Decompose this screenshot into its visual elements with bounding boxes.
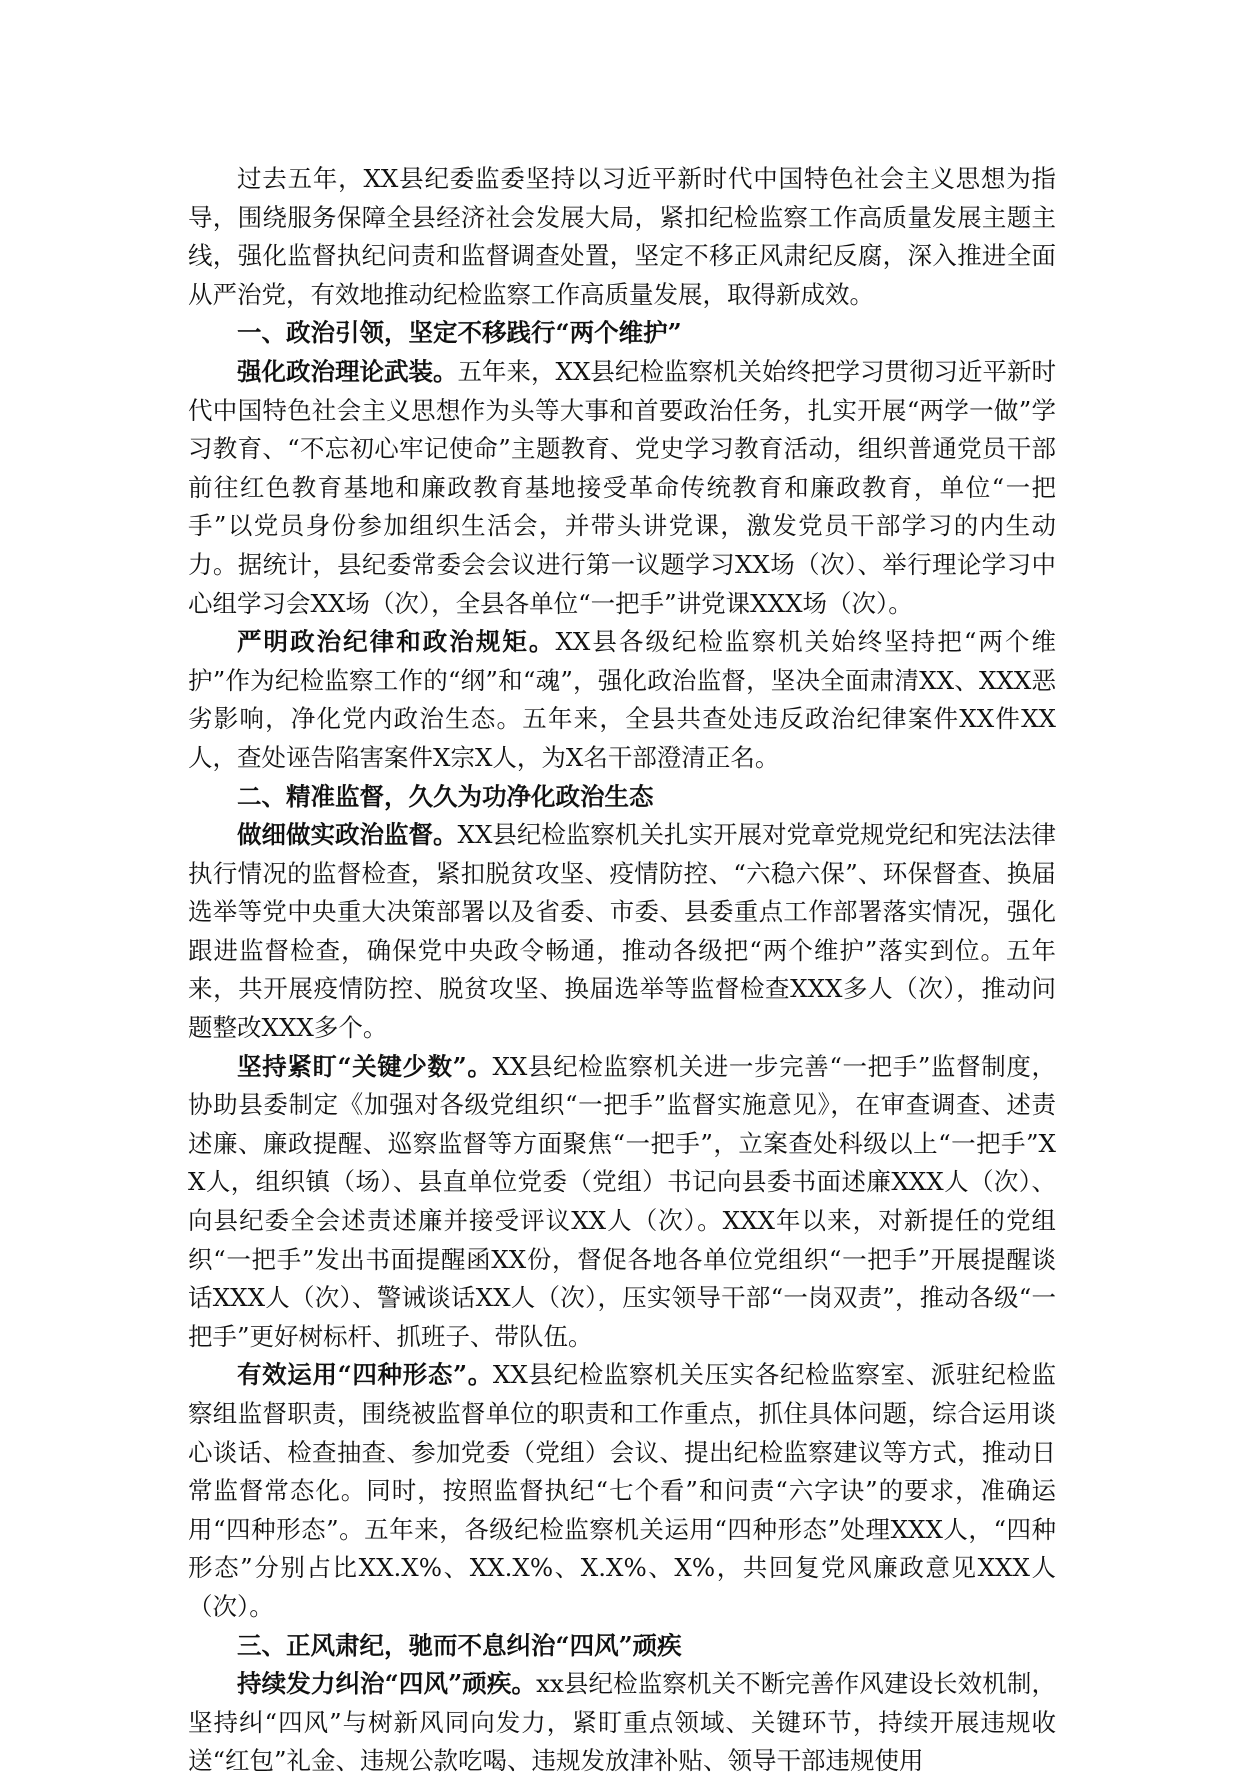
paragraph-lead: 持续发力纠治“四风”顽疾。	[237, 1669, 537, 1699]
body-paragraph	[188, 623, 1056, 777]
body-paragraph	[188, 1048, 1056, 1357]
paragraph-lead: 严明政治纪律和政治规矩。	[237, 627, 556, 657]
paragraph-text: 五年来，XX县纪检监察机关始终把学习贯彻习近平新时代中国特色社会主义思想作为头等大事和首要政治任务，扎实开展“两学一做”学习教育、“不忘初心牢记使命”主题教育、党史学习教育活动，组织普通党员干部前往红色教育基地和廉政教育基地接受革命传统教育和廉政教育，单位“一把手”以党员身份参加组织生活会，并带头讲党课，激发党员干部学习的内生动力。据统计，县纪委常委会会议进行第一议题学习XX场（次）、举行理论学习中心组学习会XX场（次），全县各单位“一把手”讲党课XXX场（次）。	[188, 356, 1056, 618]
section-heading-2: 二、精准监督，久久为功净化政治生态	[237, 781, 654, 811]
paragraph-lead: 强化政治理论武装。	[237, 356, 458, 386]
body-paragraph	[188, 1665, 1056, 1781]
paragraph-lead: 做细做实政治监督。	[237, 820, 458, 850]
paragraph-lead: 有效运用“四种形态”。	[237, 1360, 493, 1390]
paragraph-lead: 坚持紧盯“关键少数”。	[237, 1051, 493, 1081]
intro-paragraph: 过去五年，XX县纪委监委坚持以习近平新时代中国特色社会主义思想为指导，围绕服务保障全县经济社会发展大局，紧扣纪检监察工作高质量发展主题主线，强化监督执纪问责和监督调查处置，坚定不移正风肃纪反腐，深入推进全面从严治党，有效地推动纪检监察工作高质量发展，取得新成效。	[188, 164, 1056, 309]
paragraph-text: xx县纪检监察机关不断完善作风建设长效机制，坚持纠“四风”与树新风同向发力，紧盯重点领域、关键环节，持续开展违规收送“红包”礼金、违规公款吃喝、违规发放津补贴、领导干部违规使用	[188, 1669, 1056, 1776]
paragraph-text: XX县纪检监察机关扎实开展对党章党规党纪和宪法法律执行情况的监督检查，紧扣脱贫攻坚、疫情防控、“六稳六保”、环保督查、换届选举等党中央重大决策部署以及省委、市委、县委重点工作部署落实情况，强化跟进监督检查，确保党中央政令畅通，推动各级把“两个维护”落实到位。五年来，共开展疫情防控、脱贫攻坚、换届选举等监督检查XXX多人（次），推动问题整改XXX多个。	[188, 820, 1056, 1043]
paragraph-text: XX县各级纪检监察机关始终坚持把“两个维护”作为纪检监察工作的“纲”和“魂”，强化政治监督，坚决全面肃清XX、XXX恶劣影响，净化党内政治生态。五年来，全县共查处违反政治纪律案件XX件XX人，查处诬告陷害案件X宗X人，为X名干部澄清正名。	[188, 627, 1056, 772]
section-heading-1: 一、政治引领，坚定不移践行“两个维护”	[237, 318, 682, 348]
paragraph-text: XX县纪检监察机关进一步完善“一把手”监督制度，协助县委制定《加强对各级党组织“一把手”监督实施意见》，在审查调查、述责述廉、廉政提醒、巡察监督等方面聚焦“一把手”，立案查处科级以上“一把手”XX人，组织镇（场）、县直单位党委（党组）书记向县委书面述廉XXX人（次）、向县纪委全会述责述廉并接受评议XX人（次）。XXX年以来，对新提任的党组织“一把手”发出书面提醒函XX份，督促各地各单位党组织“一把手”开展提醒谈话XXX人（次）、警诫谈话XX人（次），压实领导干部“一岗双责”，推动各级“一把手”更好树标杆、抓班子、带队伍。	[188, 1051, 1056, 1351]
section-heading-3: 三、正风肃纪，驰而不息纠治“四风”顽疾	[237, 1630, 682, 1660]
body-paragraph	[188, 353, 1056, 623]
paragraph-text: XX县纪检监察机关压实各纪检监察室、派驻纪检监察组监督职责，围绕被监督单位的职责和工作重点，抓住具体问题，综合运用谈心谈话、检查抽查、参加党委（党组）会议、提出纪检监察建议等方式，推动日常监督常态化。同时，按照监督执纪“七个看”和问责“六字诀”的要求，准确运用“四种形态”。五年来，各级纪检监察机关运用“四种形态”处理XXX人，“四种形态”分别占比XX.X%、XX.X%、X.X%、X%，共回复党风廉政意见XXX人（次）。	[188, 1360, 1057, 1621]
document-page	[188, 160, 1056, 1781]
body-paragraph	[188, 1356, 1056, 1626]
body-paragraph	[188, 816, 1056, 1048]
